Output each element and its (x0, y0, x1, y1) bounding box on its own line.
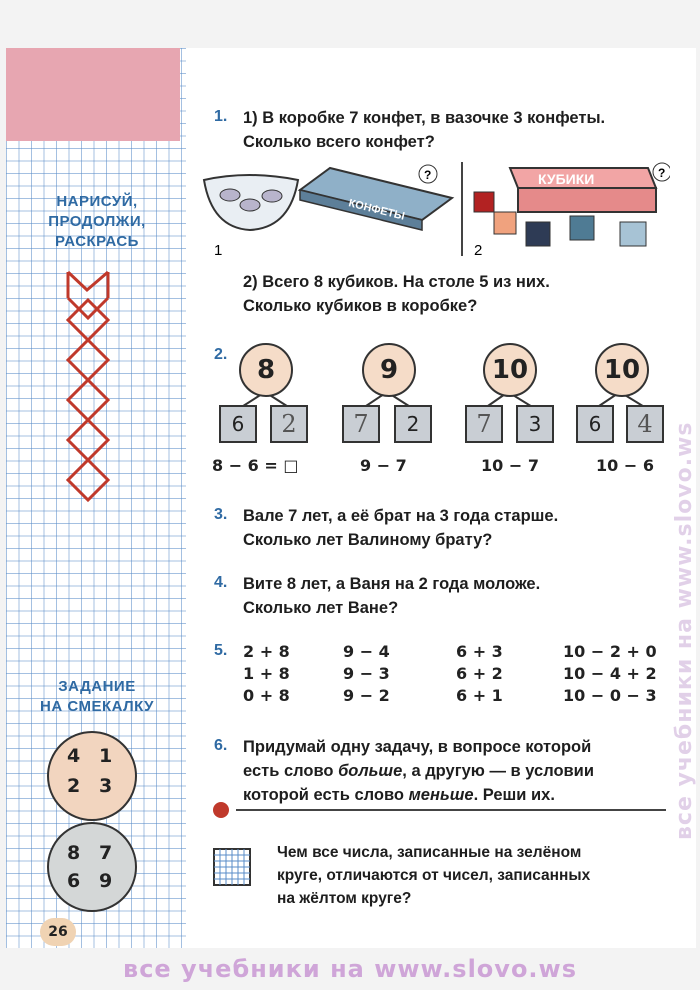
text-line: на жёлтом круге? (277, 890, 412, 907)
task4-text (243, 572, 540, 620)
text-span: . Реши их. (473, 786, 555, 804)
heading-line: НА СМЕКАЛКУ (39, 698, 155, 715)
text-line: Сколько лет Ване? (243, 599, 399, 617)
cube-icon (474, 192, 494, 212)
side-watermark: все учебники на www.slovo.ws (672, 421, 697, 840)
expression: 10 − 4 + 2 (563, 664, 657, 683)
expression: 6 + 1 (456, 686, 503, 705)
text-line: Сколько всего конфет? (243, 133, 435, 151)
smekalka-text (277, 841, 590, 910)
number-circle: 8 (239, 343, 293, 397)
expression-column (456, 641, 503, 707)
candy-box-label: КОНФЕТЫ (347, 197, 406, 223)
circle-number: 1 (99, 745, 113, 767)
heading-line: РАСКРАСЬ (55, 233, 139, 250)
task-number: 1. (214, 108, 228, 125)
expression: 8 − 6 = □ (212, 456, 299, 475)
sidebar-heading-puzzle (22, 677, 172, 717)
diamond-pattern (65, 268, 115, 528)
question-mark: ? (424, 168, 432, 182)
number-box: 3 (516, 405, 554, 443)
expression-column (343, 641, 390, 707)
red-dot-marker (213, 802, 229, 818)
expression: 10 − 2 + 0 (563, 642, 657, 661)
expression: 10 − 6 (596, 456, 654, 475)
text-span: , а другую — в условии (402, 762, 594, 780)
expression: 9 − 3 (343, 664, 390, 683)
expression: 0 + 8 (243, 686, 290, 705)
task-number: 2. (214, 346, 228, 363)
candy-icon (262, 190, 282, 202)
text-line: 2) Всего 8 кубиков. На столе 5 из них. (243, 273, 550, 291)
circle-number: 4 (67, 745, 81, 767)
circle-number: 8 (67, 842, 81, 864)
task3-text (243, 504, 558, 552)
cube-icon (570, 216, 594, 240)
expression: 6 + 3 (456, 642, 503, 661)
text-line (243, 759, 594, 783)
number-box: 6 (219, 405, 257, 443)
expression-column (563, 641, 657, 707)
cube-icon (494, 212, 516, 234)
number-circle: 10 (483, 343, 537, 397)
expression-column (243, 641, 290, 707)
text-span: есть слово (243, 762, 339, 780)
heading-line: ЗАДАНИЕ (58, 678, 136, 695)
number-box-filled: 4 (626, 405, 664, 443)
section-divider (236, 809, 666, 811)
text-line: Вите 8 лет, а Ваня на 2 года моложе. (243, 575, 541, 593)
text-line: Чем все числа, записанные на зелёном (277, 844, 582, 861)
expression: 1 + 8 (243, 664, 290, 683)
task1-part2-text (243, 270, 550, 318)
expression: 6 + 2 (456, 664, 503, 683)
expression: 9 − 4 (343, 642, 390, 661)
task6-text (243, 735, 594, 807)
task-number: 5. (214, 642, 228, 659)
circle-number: 9 (99, 870, 113, 892)
circle-number: 6 (67, 870, 81, 892)
number-circle: 9 (362, 343, 416, 397)
task1-illustrations (200, 160, 670, 260)
expression: 10 − 7 (481, 456, 539, 475)
circle-number: 3 (99, 775, 113, 797)
grid-icon (213, 848, 251, 886)
text-line: Придумай одну задачу, в вопросе которой (243, 738, 592, 756)
circle-number: 7 (99, 842, 113, 864)
emphasis: больше (338, 762, 403, 780)
text-line: 1) В коробке 7 конфет, в вазочке 3 конфеты. (243, 109, 606, 127)
task-number: 3. (214, 506, 228, 523)
question-mark: ? (658, 166, 666, 180)
number-box-filled: 7 (465, 405, 503, 443)
number-circle: 10 (595, 343, 649, 397)
picture-label: 2 (474, 242, 483, 259)
text-line: Сколько лет Валиному брату? (243, 531, 493, 549)
task-number: 4. (214, 574, 228, 591)
number-box-filled: 2 (270, 405, 308, 443)
page-number: 26 (40, 918, 76, 946)
number-box: 6 (576, 405, 614, 443)
number-box-filled: 7 (342, 405, 380, 443)
bottom-watermark: все учебники на www.slovo.ws (123, 955, 577, 983)
expression: 2 + 8 (243, 642, 290, 661)
green-circle (47, 822, 137, 912)
pink-header-block (6, 48, 180, 141)
text-line (243, 783, 594, 807)
candy-icon (240, 199, 260, 211)
picture-label: 1 (214, 242, 223, 259)
number-box: 2 (394, 405, 432, 443)
emphasis: меньше (408, 786, 474, 804)
cube-icon (526, 222, 550, 246)
expression: 9 − 7 (360, 456, 407, 475)
text-span: которой есть слово (243, 786, 409, 804)
circle-number: 2 (67, 775, 81, 797)
heading-line: НАРИСУЙ, (56, 193, 138, 210)
task1-text (243, 106, 605, 154)
cube-icon (620, 222, 646, 246)
text-line: круге, отличаются от чисел, записанных (277, 867, 591, 884)
cubes-box-label: КУБИКИ (538, 171, 595, 187)
expression: 10 − 0 − 3 (563, 686, 657, 705)
text-line: Сколько кубиков в коробке? (243, 297, 478, 315)
candy-icon (220, 189, 240, 201)
yellow-circle (47, 731, 137, 821)
expression: 9 − 2 (343, 686, 390, 705)
heading-line: ПРОДОЛЖИ, (48, 213, 146, 230)
text-line: Вале 7 лет, а её брат на 3 года старше. (243, 507, 559, 525)
task-number: 6. (214, 737, 228, 754)
sidebar-heading-draw (22, 192, 172, 252)
